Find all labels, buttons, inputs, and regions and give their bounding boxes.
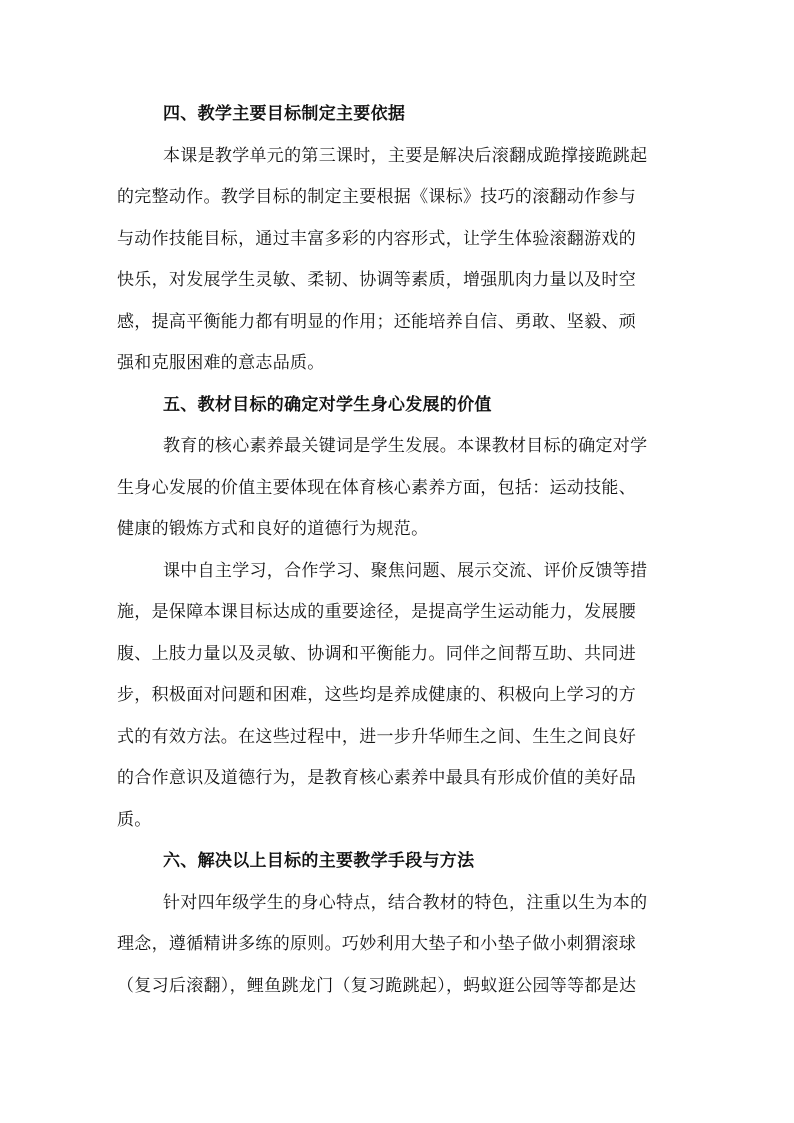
paragraph-line: 教育的核心素养最关键词是学生发展。本课教材目标的确定对学 [163, 436, 648, 456]
section-heading-4: 四、教学主要目标制定主要依据 [163, 104, 406, 124]
paragraph-line: 理念，遵循精讲多练的原则。巧妙利用大垫子和小垫子做小刺猬滚球 [117, 934, 636, 954]
paragraph-line: 质。 [117, 810, 152, 830]
paragraph-line: 腹、上肢力量以及灵敏、协调和平衡能力。同伴之间帮互助、共同进 [117, 644, 636, 664]
paragraph-line: 快乐，对发展学生灵敏、柔韧、协调等素质，增强肌肉力量以及时空 [117, 270, 636, 290]
paragraph-line: 式的有效方法。在这些过程中，进一步升华师生之间、生生之间良好 [117, 727, 636, 747]
section-heading-5: 五、教材目标的确定对学生身心发展的价值 [163, 395, 492, 415]
paragraph-line: 课中自主学习，合作学习、聚焦问题、展示交流、评价反馈等措 [163, 561, 648, 581]
paragraph-line: （复习后滚翻），鲤鱼跳龙门（复习跪跳起），蚂蚁逛公园等等都是达 [117, 976, 637, 996]
paragraph-line: 步，积极面对问题和困难，这些均是养成健康的、积极向上学习的方 [117, 685, 636, 705]
paragraph-line: 与动作技能目标，通过丰富多彩的内容形式，让学生体验滚翻游戏的 [117, 229, 636, 249]
paragraph-line: 针对四年级学生的身心特点，结合教材的特色，注重以生为本的 [163, 893, 648, 913]
paragraph-line: 感，提高平衡能力都有明显的作用；还能培养自信、勇敢、坚毅、顽 [117, 312, 636, 332]
paragraph-line: 的合作意识及道德行为，是教育核心素养中最具有形成价值的美好品 [117, 768, 636, 788]
paragraph-line: 健康的锻炼方式和良好的道德行为规范。 [117, 519, 429, 539]
paragraph-line: 生身心发展的价值主要体现在体育核心素养方面，包括：运动技能、 [117, 478, 636, 498]
paragraph-line: 强和克服困难的意志品质。 [117, 353, 325, 373]
section-heading-6: 六、解决以上目标的主要教学手段与方法 [163, 851, 475, 871]
paragraph-line: 本课是教学单元的第三课时，主要是解决后滚翻成跪撑接跪跳起 [163, 146, 648, 166]
paragraph-line: 的完整动作。教学目标的制定主要根据《课标》技巧的滚翻动作参与 [117, 187, 636, 207]
paragraph-line: 施，是保障本课目标达成的重要途径，是提高学生运动能力，发展腰 [117, 602, 636, 622]
